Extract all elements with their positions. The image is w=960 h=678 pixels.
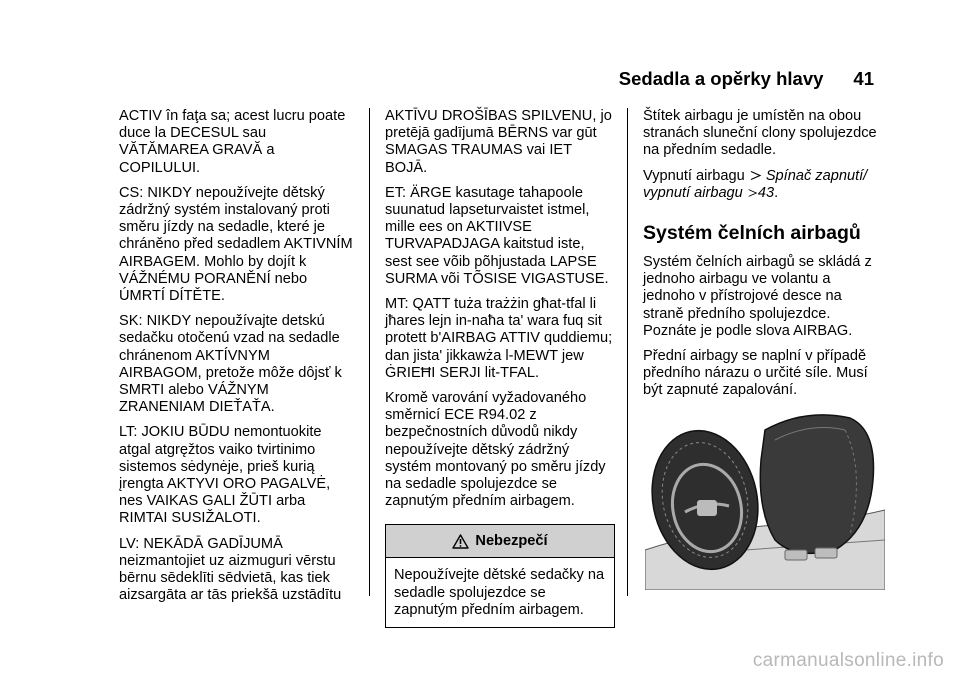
paragraph-airbag-deploy: Přední airbagy se naplní v případě předního nárazu o určité síle. Musí být zapnuté zapalování. bbox=[643, 348, 868, 399]
column-2 bbox=[385, 108, 615, 628]
section-title: Systém čelních airbagů bbox=[643, 222, 861, 245]
danger-box-header bbox=[386, 525, 614, 558]
column-1 bbox=[119, 108, 355, 612]
warning-triangle-icon bbox=[452, 534, 469, 549]
column-3 bbox=[643, 108, 883, 408]
paragraph-label-location: Štítek airbagu je umístěn na obou stranách sluneční clony spolujezdce na předním sedadle. bbox=[643, 108, 877, 159]
airbag-illustration bbox=[645, 400, 885, 590]
danger-box-title: Nebezpečí bbox=[475, 532, 548, 549]
paragraph-airbag-system: Systém čelních airbagů se skládá z jednoho airbagu ve volantu a jednoho v přístrojové desce na straně předního spolujezdce. Poznáte je podle slova AIRBAG. bbox=[643, 254, 872, 339]
paragraph-sk: SK: NIKDY nepoužívajte detskú sedačku otočenú vzad na sedadle chránenom AKTÍVNYM AIRBAGOM, pretože môže dôjsť k SMRTI alebo VÁŽNYM ZRANENIAM DIEŤAŤA. bbox=[119, 313, 342, 416]
paragraph-cs: CS: NIKDY nepoužívejte dětský zádržný systém instalovaný proti směru jízdy na sedadle, které je chráněno před sedadlem AKTIVNÍM AIRBAGEM. Mohlo by dojít k VÁŽNÉMU PORANĚNÍ nebo ÚMRTÍ DÍTĚTE. bbox=[119, 184, 353, 305]
page-header bbox=[619, 68, 874, 90]
page-number: 41 bbox=[853, 68, 874, 89]
page-reference-icon bbox=[747, 188, 758, 198]
cross-reference bbox=[643, 168, 883, 202]
paragraph-lt: LT: JOKIU BŪDU nemontuokite atgal atgręžtos vaiko tvirtinimo sistemos sėdynėje, prieš kurią įrengta AKTYVI ORO PAGALVĖ, nes VAIKAS GALI ŽŪTI arba RIMTAI SUSIŽALOTI. bbox=[119, 424, 331, 527]
cross-reference-link[interactable]: Spínač zapnutí/ vypnutí airbagu bbox=[643, 167, 868, 201]
cross-reference-page[interactable]: 43 bbox=[757, 184, 775, 201]
paragraph-et: ET: ÄRGE kasutage tahapoole suunatud lapseturvaistet istmel, mille ees on AKTIIVSE TURVAPADJAGA kaitstud iste, sest see võib põhjustada LAPSE SURMA või TÕSISE VIGASTUSE. bbox=[385, 184, 609, 287]
watermark: carmanualsonline.info bbox=[752, 650, 944, 671]
paragraph-ro-continued: ACTIV în faţa sa; acest lucru poate duce la DECESUL sau VĂTĂMAREA GRAVĂ a COPILULUI. bbox=[119, 108, 346, 176]
paragraph-lv-continued: AKTĪVU DROŠĪBAS SPILVENU, jo pretējā gadījumā BĒRNS var gūt SMAGAS TRAUMAS vai IET BOJĀ. bbox=[385, 108, 612, 176]
paragraph-lv: LV: NEKĀDĀ GADĪJUMĀ neizmantojiet uz aizmuguri vērstu bērnu sēdeklīti sēdvietā, kas tiek aizsargāta ar tās priekšā uzstādītu bbox=[119, 535, 342, 604]
danger-box bbox=[385, 524, 615, 628]
paragraph-cs-note: Kromě varování vyžadovaného směrnicí ECE R94.02 z bezpečnostních důvodů nikdy nepoužívejte dětský zádržný systém montovaný po směru jízdy na sedadle spolujezdce se zapnutým předním airbagem. bbox=[385, 390, 606, 510]
cross-reference-suffix: . bbox=[774, 184, 779, 201]
section-header: Sedadla a opěrky hlavy bbox=[618, 68, 824, 89]
column-divider-1 bbox=[369, 108, 370, 596]
cross-reference-prefix: Vypnutí airbagu bbox=[643, 167, 745, 184]
danger-box-text: Nepoužívejte dětské sedačky na sedadle spolujezdce se zapnutým předním airbagem. bbox=[394, 567, 605, 618]
column-divider-2 bbox=[627, 108, 628, 596]
paragraph-mt: MT: QATT tuża trażżin għat-tfal li jħares lejn in-naħa ta' wara fuq sit protett b'AIRBAG ATTIV quddiemu; dan jista' jikkawża l-MEWT jew ĠRIEĦI SERJI lit-TFAL. bbox=[385, 296, 613, 381]
page-reference-icon bbox=[749, 170, 762, 181]
